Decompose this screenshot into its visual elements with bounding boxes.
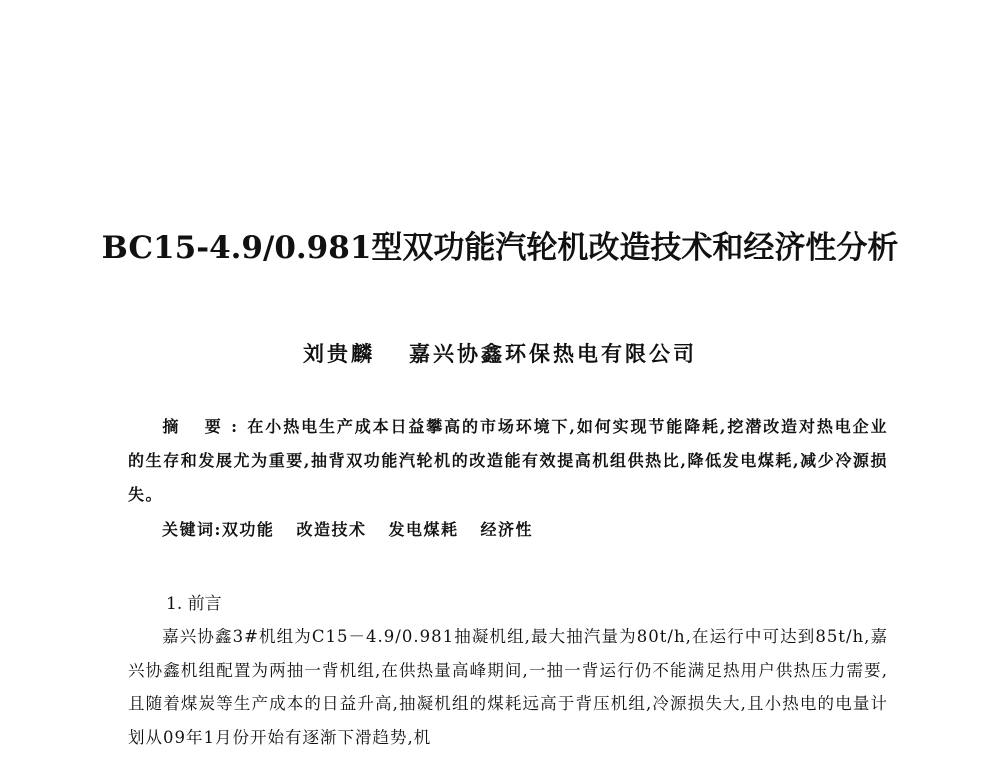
affiliation: 嘉兴协鑫环保热电有限公司 — [409, 341, 697, 366]
keyword: 经济性 — [480, 520, 533, 539]
abstract — [128, 410, 888, 512]
author-line — [0, 338, 1000, 368]
author-name: 刘贵麟 — [303, 341, 375, 366]
section-paragraph: 嘉兴协鑫3#机组为C15－4.9/0.981抽凝机组,最大抽汽量为80t/h,在运行中可达到85t/h,嘉兴协鑫机组配置为两抽一背机组,在供热量高峰期间,一抽一背运行仍不能满足热用户供热压力需要,且随着煤炭等生产成本的日益升高,抽凝机组的煤耗远高于背压机组,冷源损失大,且小热电的电量计划从09年1月份开始有逐渐下滑趋势,机 — [128, 627, 888, 747]
keyword: 双功能 — [221, 520, 275, 539]
abstract-text: 在小热电生产成本日益攀高的市场环境下,如何实现节能降耗,挖潜改造对热电企业的生存和发展尤为重要,抽背双功能汽轮机的改造能有效提高机组供热比,降低发电煤耗,减少冷源损失。 — [128, 417, 888, 504]
paper-title: BC15-4.9/0.981型双功能汽轮机改造技术和经济性分析 — [101, 230, 899, 266]
keywords-label: 关键词: — [162, 520, 222, 539]
abstract-label: 摘 要: — [162, 417, 248, 436]
section-body — [128, 620, 888, 754]
section-heading: 1. 前言 — [166, 594, 222, 614]
keyword: 发电煤耗 — [388, 520, 459, 539]
keyword: 改造技术 — [296, 520, 367, 539]
keywords — [128, 514, 888, 546]
